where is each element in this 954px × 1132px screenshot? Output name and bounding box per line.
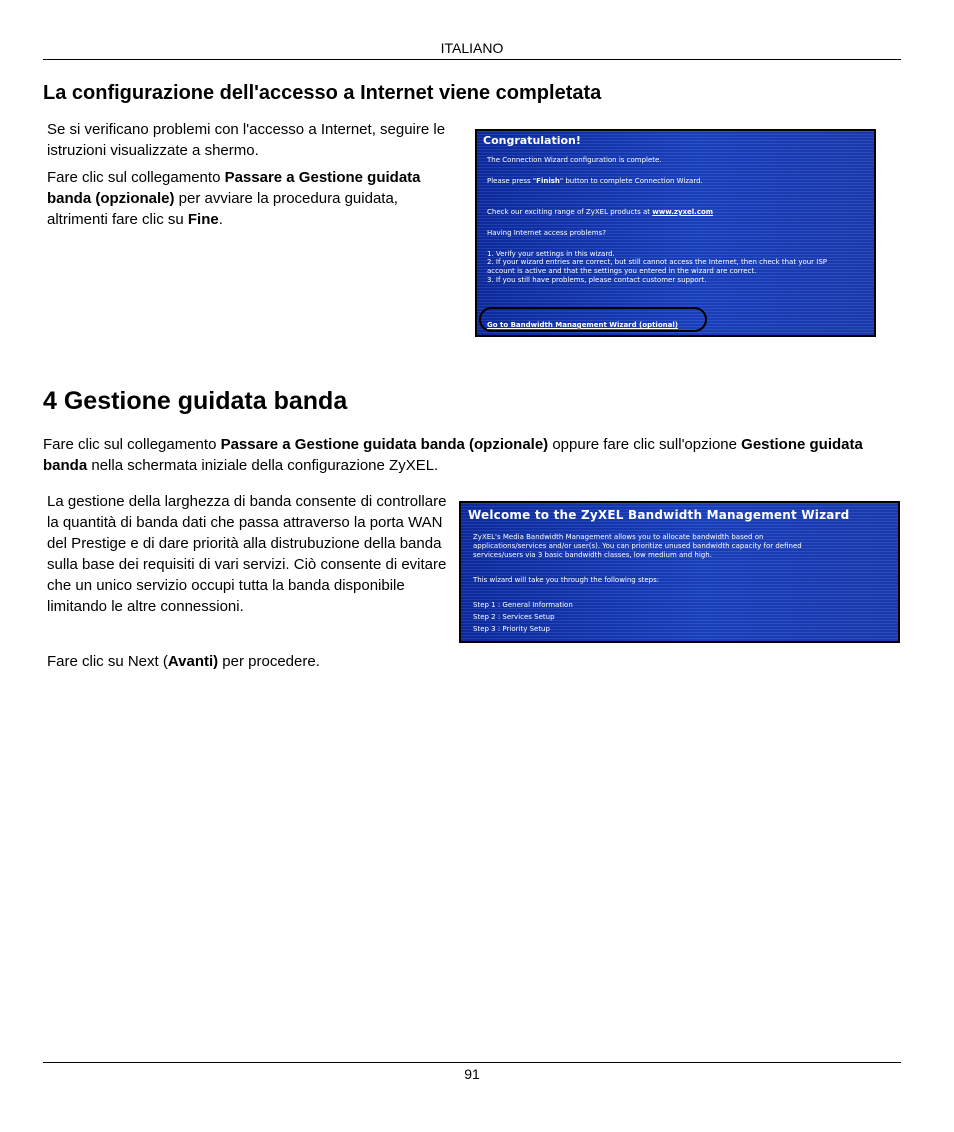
finish-word: Finish (536, 177, 560, 185)
footer-rule (43, 1062, 901, 1063)
header-rule (43, 59, 901, 60)
screen-desc-1: ZyXEL's Media Bandwidth Management allows you to allocate bandwidth based on (473, 533, 764, 541)
bold-link-name: Passare a Gestione guidata banda (opzionale) (47, 169, 421, 207)
text-span: per procedere. (218, 653, 320, 670)
text-span: . (218, 211, 223, 228)
screen-desc-2: applications/services and/or user(s). You can prioritize unused bandwidth capacity for defined (473, 542, 802, 550)
screen-text-problems: Having Internet access problems? (487, 229, 606, 237)
screen-step-3: Step 3 : Priority Setup (473, 625, 550, 633)
bold-finish: Fine (187, 211, 219, 228)
screen-step-2: Step 2 : Services Setup (473, 613, 555, 621)
screen-step-3: 3. If you still have problems, please contact customer support. (487, 276, 707, 284)
highlight-ring (479, 307, 707, 332)
page-number: 91 (464, 1066, 480, 1082)
text-span: " button to complete Connection Wizard. (559, 177, 703, 185)
screen-step-2b: account is active and that the settings you entered in the wizard are correct. (487, 267, 757, 275)
section-heading-internet-complete: La configurazione dell'accesso a Internet viene completata (43, 82, 602, 104)
screen-step-1: Step 1 : General Information (473, 601, 573, 609)
screen-text-finish (487, 177, 703, 186)
text-span: Fare clic su Next ( (47, 653, 168, 670)
screen-step-1: 1. Verify your settings in this wizard. (487, 250, 615, 258)
zyxel-website-link[interactable]: www.zyxel.com (652, 208, 714, 216)
text-span: Fare clic sul collegamento (43, 436, 221, 453)
paragraph-bandwidth-intro (43, 434, 873, 476)
screen-text-complete: The Connection Wizard configuration is complete. (487, 156, 662, 164)
paragraph-bandwidth-link-instruction (47, 167, 452, 230)
text-span: Please press " (487, 177, 537, 185)
bold-link-name: Passare a Gestione guidata banda (opzionale) (220, 436, 549, 453)
screen-desc-3: services/users via 3 basic bandwidth classes, low medium and high. (473, 551, 712, 559)
text-span: Fare clic sul collegamento (47, 169, 225, 186)
text-span: Check our exciting range of ZyXEL products at (487, 208, 653, 216)
screen-step-2a: 2. If your wizard entries are correct, but still cannot access the Internet, then check that your ISP (487, 258, 828, 266)
paragraph-access-problems: Se si verificano problemi con l'accesso a Internet, seguire le istruzioni visualizzate a shermo. (47, 121, 446, 159)
text-span: nella schermata iniziale della configurazione ZyXEL. (87, 457, 439, 474)
bandwidth-wizard-link[interactable]: Go to Bandwidth Management Wizard (optional) (487, 321, 678, 329)
bold-option-name: Gestione guidata banda (43, 436, 863, 474)
screen-title: Congratulation! (483, 134, 581, 147)
screen-text-products (487, 208, 713, 217)
paragraph-next-instruction (47, 651, 447, 672)
text-span: oppure fare clic sull'opzione (548, 436, 742, 453)
congratulation-screenshot (475, 129, 876, 337)
bandwidth-wizard-screenshot (459, 501, 900, 643)
header-language: ITALIANO (440, 40, 504, 56)
chapter-heading-bandwidth: 4 Gestione guidata banda (43, 387, 348, 415)
paragraph-bandwidth-description: La gestione della larghezza di banda consente di controllare la quantità di banda dati che passa attraverso la porta WAN del Prestige e di dare priorità alla distrubuzione della banda sulla base dei requisiti di vari servizi. Ciò consente di evitare che un unico servizio occupi tutta la banda disponibile limitando le altre connessioni. (47, 493, 447, 615)
screen-intro: This wizard will take you through the following steps: (473, 576, 660, 584)
bold-avanti: Avanti) (167, 653, 219, 670)
text-span: per avviare la procedura guidata, altrimenti fare clic su (47, 190, 398, 228)
screen-title: Welcome to the ZyXEL Bandwidth Management Wizard (468, 508, 850, 522)
